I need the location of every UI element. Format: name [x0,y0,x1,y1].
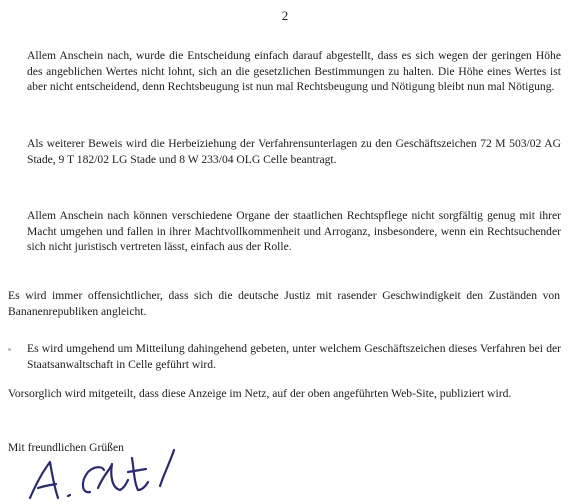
scan-speck [8,348,11,351]
paragraph-decision-reasoning: Allem Anschein nach, wurde die Entscheidung einfach darauf abgestellt, dass es sich wegen der geringen Höhe des angeblichen Wertes nicht lohnt, sich an die gesetzlichen Bestimmungen zu halten. Die Höhe eines Wertes ist aber nicht entscheidend, denn Rechtsbeugung ist nun mal Rechtsbeugung und Nötigung bleibt nun mal Nötigung. [27,49,561,94]
closing-salutation: Mit freundlichen Grüßen [8,441,124,454]
paragraph-publication-notice: Vorsorglich wird mitgeteilt, dass diese Anzeige im Netz, auf der oben angeführten Web-Site, publiziert wird. [8,387,512,400]
paragraph-evidence-request: Als weiterer Beweis wird die Herbeiziehung der Verfahrensunterlagen zu den Geschäftszeichen 72 M 503/02 AG Stade, 9 T 182/02 LG Stade und 8 W 233/04 OLG Celle beantragt. [27,137,561,166]
paragraph-reference-request: Es wird umgehend um Mitteilung dahingehend gebeten, unter welchem Geschäftszeichen dieses Verfahren bei der Staatsanwaltschaft in Celle geführt wird. [27,342,561,371]
paragraph-judicial-organs: Allem Anschein nach können verschiedene Organe der staatlichen Rechtspflege nicht sorgfältig genug mit ihrer Macht umgehen und fallen in ihrer Machtvollkommenheit und Arroganz, insbesondere, wenn ein Rechtsuchender sich nicht juristisch vertreten lässt, einfach aus der Rolle. [27,209,561,254]
paragraph-justice-comparison: Es wird immer offensichtlicher, dass sich die deutsche Justiz mit rasender Geschwindigkeit den Zuständen von Bananenrepubliken angleicht. [8,289,560,318]
handwritten-signature-icon [24,444,204,504]
page-number: 2 [281,8,289,23]
